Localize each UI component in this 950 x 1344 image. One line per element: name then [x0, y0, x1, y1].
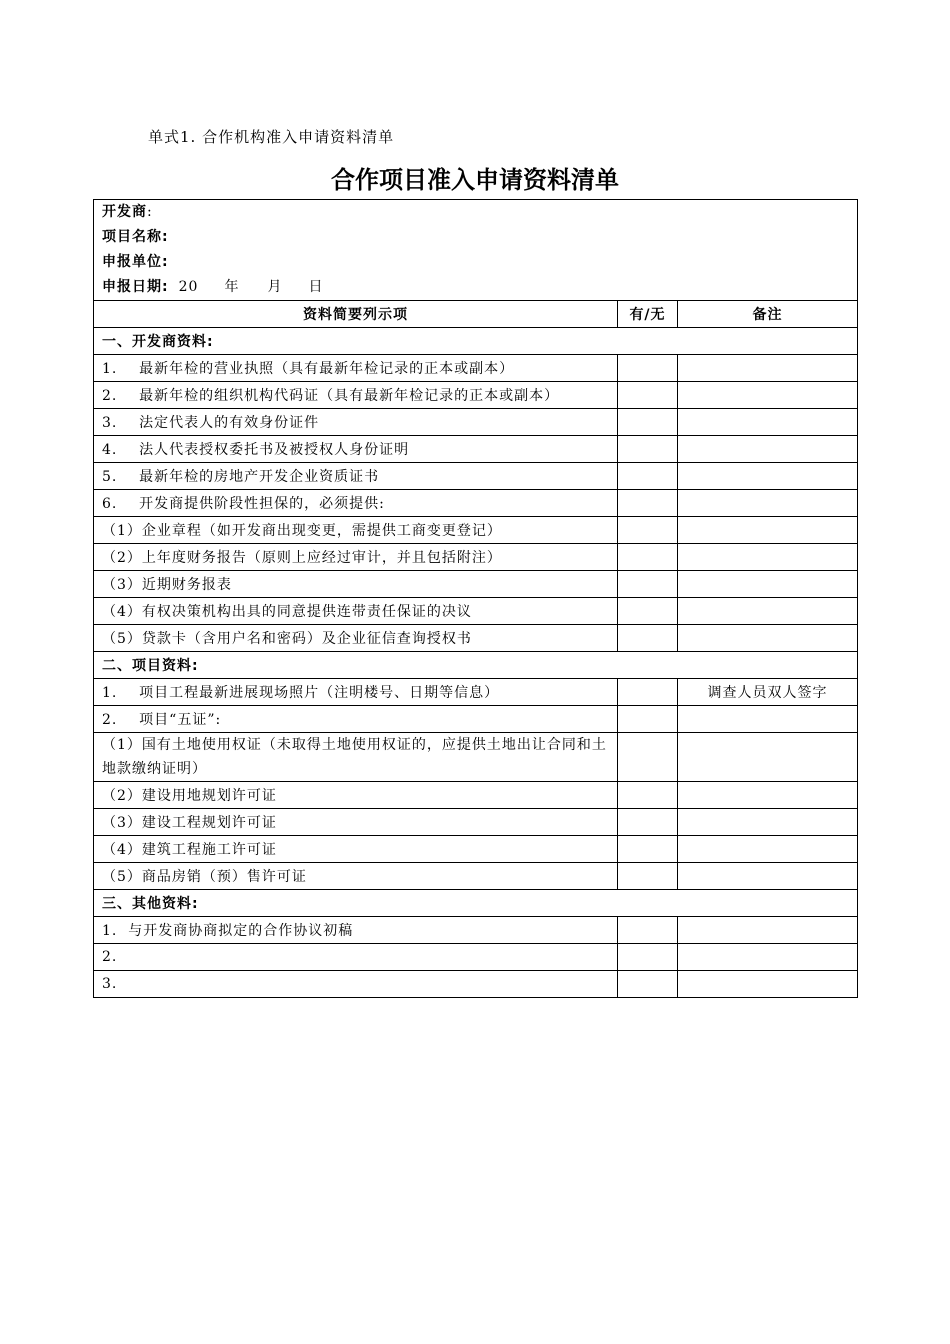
has-checkbox-cell[interactable]	[618, 436, 678, 463]
checklist-row	[94, 625, 858, 652]
has-checkbox-cell[interactable]	[618, 836, 678, 863]
has-checkbox-cell[interactable]	[618, 382, 678, 409]
column-header-remark: 备注	[678, 301, 858, 328]
developer-line	[102, 200, 849, 225]
remark-cell[interactable]	[678, 917, 858, 944]
checklist-item-text: 5. 最新年检的房地产开发企业资质证书	[94, 463, 618, 490]
date-day: 日	[308, 279, 324, 295]
remark-cell[interactable]	[678, 544, 858, 571]
project-name-line	[102, 225, 849, 250]
remark-cell[interactable]	[678, 733, 858, 782]
checklist-item-text: 1. 项目工程最新进展现场照片（注明楼号、日期等信息）	[94, 679, 618, 706]
remark-cell[interactable]	[678, 836, 858, 863]
checklist-row	[94, 836, 858, 863]
checklist-item-text: （3）近期财务报表	[94, 571, 618, 598]
document-title: 合作项目准入申请资料清单	[331, 166, 619, 194]
checklist-row	[94, 355, 858, 382]
checklist-row	[94, 598, 858, 625]
has-checkbox-cell[interactable]	[618, 598, 678, 625]
date-year: 年	[224, 279, 240, 295]
checklist-item-text: 6. 开发商提供阶段性担保的，必须提供:	[94, 490, 618, 517]
section-heading-row	[94, 890, 858, 917]
checklist-row	[94, 544, 858, 571]
section-heading: 三、其他资料:	[94, 890, 858, 917]
checklist-row	[94, 409, 858, 436]
checklist-item-text: 2. 最新年检的组织机构代码证（具有最新年检记录的正本或副本）	[94, 382, 618, 409]
has-checkbox-cell[interactable]	[618, 706, 678, 733]
remark-cell[interactable]	[678, 625, 858, 652]
developer-label: 开发商	[102, 204, 147, 220]
remark-cell[interactable]	[678, 436, 858, 463]
checklist-row	[94, 436, 858, 463]
column-header-row	[94, 301, 858, 328]
checklist-row	[94, 463, 858, 490]
checklist-item-text: 3. 法定代表人的有效身份证件	[94, 409, 618, 436]
checklist-item-text: （2）上年度财务报告（原则上应经过审计，并且包括附注）	[94, 544, 618, 571]
info-cell	[94, 200, 858, 301]
has-checkbox-cell[interactable]	[618, 944, 678, 971]
remark-cell[interactable]	[678, 598, 858, 625]
date-label: 申报日期:	[102, 279, 169, 295]
checklist-item-text: （5）贷款卡（含用户名和密码）及企业征信查询授权书	[94, 625, 618, 652]
checklist-item-text: （4）建筑工程施工许可证	[94, 836, 618, 863]
checklist-row	[94, 571, 858, 598]
remark-cell[interactable]	[678, 382, 858, 409]
has-checkbox-cell[interactable]	[618, 355, 678, 382]
remark-cell[interactable]	[678, 571, 858, 598]
checklist-item-text: 1. 最新年检的营业执照（具有最新年检记录的正本或副本）	[94, 355, 618, 382]
checklist-row	[94, 382, 858, 409]
checklist-item-text: 1. 与开发商协商拟定的合作协议初稿	[94, 917, 618, 944]
has-checkbox-cell[interactable]	[618, 971, 678, 998]
has-checkbox-cell[interactable]	[618, 809, 678, 836]
checklist-item-text: 3.	[94, 971, 618, 998]
remark-cell[interactable]	[678, 863, 858, 890]
checklist-row	[94, 971, 858, 998]
has-checkbox-cell[interactable]	[618, 571, 678, 598]
remark-cell[interactable]	[678, 490, 858, 517]
remark-cell[interactable]	[678, 409, 858, 436]
section-heading: 一、开发商资料:	[94, 328, 858, 355]
developer-suffix: :	[147, 204, 153, 220]
remark-cell[interactable]	[678, 971, 858, 998]
remark-cell[interactable]	[678, 782, 858, 809]
checklist-row	[94, 679, 858, 706]
checklist-item-text: 2.	[94, 944, 618, 971]
checklist-row	[94, 733, 858, 782]
checklist-row	[94, 809, 858, 836]
checklist-item-text: （4）有权决策机构出具的同意提供连带责任保证的决议	[94, 598, 618, 625]
info-row	[94, 200, 858, 301]
has-checkbox-cell[interactable]	[618, 409, 678, 436]
has-checkbox-cell[interactable]	[618, 782, 678, 809]
checklist-row	[94, 917, 858, 944]
remark-cell[interactable]	[678, 944, 858, 971]
checklist-row	[94, 944, 858, 971]
date-year-prefix: 20	[178, 279, 199, 295]
form-number-label: 单式1. 合作机构准入申请资料清单	[148, 128, 395, 146]
has-checkbox-cell[interactable]	[618, 463, 678, 490]
has-checkbox-cell[interactable]	[618, 863, 678, 890]
applicant-label: 申报单位:	[102, 254, 169, 270]
project-name-label: 项目名称:	[102, 229, 169, 245]
has-checkbox-cell[interactable]	[618, 517, 678, 544]
remark-cell[interactable]: 调查人员双人签字	[678, 679, 858, 706]
has-checkbox-cell[interactable]	[618, 679, 678, 706]
checklist-table	[93, 199, 858, 998]
remark-cell[interactable]	[678, 355, 858, 382]
has-checkbox-cell[interactable]	[618, 917, 678, 944]
applicant-line	[102, 250, 849, 275]
checklist-row	[94, 706, 858, 733]
remark-cell[interactable]	[678, 463, 858, 490]
remark-cell[interactable]	[678, 809, 858, 836]
column-header-item: 资料简要列示项	[94, 301, 618, 328]
checklist-item-text: （1）企业章程（如开发商出现变更，需提供工商变更登记）	[94, 517, 618, 544]
checklist-row	[94, 490, 858, 517]
has-checkbox-cell[interactable]	[618, 544, 678, 571]
checklist-row	[94, 517, 858, 544]
checklist-item-text: （2）建设用地规划许可证	[94, 782, 618, 809]
checklist-row	[94, 863, 858, 890]
section-heading: 二、项目资料:	[94, 652, 858, 679]
checklist-item-text: （5）商品房销（预）售许可证	[94, 863, 618, 890]
checklist-item-text: 2. 项目“五证”:	[94, 706, 618, 733]
date-line	[102, 275, 849, 300]
has-checkbox-cell[interactable]	[618, 625, 678, 652]
section-heading-row	[94, 328, 858, 355]
checklist-row	[94, 782, 858, 809]
section-heading-row	[94, 652, 858, 679]
checklist-item-text: （1）国有土地使用权证（未取得土地使用权证的，应提供土地出让合同和土地款缴纳证明）	[94, 733, 618, 782]
has-checkbox-cell[interactable]	[618, 733, 678, 782]
checklist-item-text: （3）建设工程规划许可证	[94, 809, 618, 836]
has-checkbox-cell[interactable]	[618, 490, 678, 517]
remark-cell[interactable]	[678, 517, 858, 544]
checklist-item-text: 4. 法人代表授权委托书及被授权人身份证明	[94, 436, 618, 463]
column-header-has: 有/无	[618, 301, 678, 328]
remark-cell[interactable]	[678, 706, 858, 733]
date-month: 月	[267, 279, 283, 295]
